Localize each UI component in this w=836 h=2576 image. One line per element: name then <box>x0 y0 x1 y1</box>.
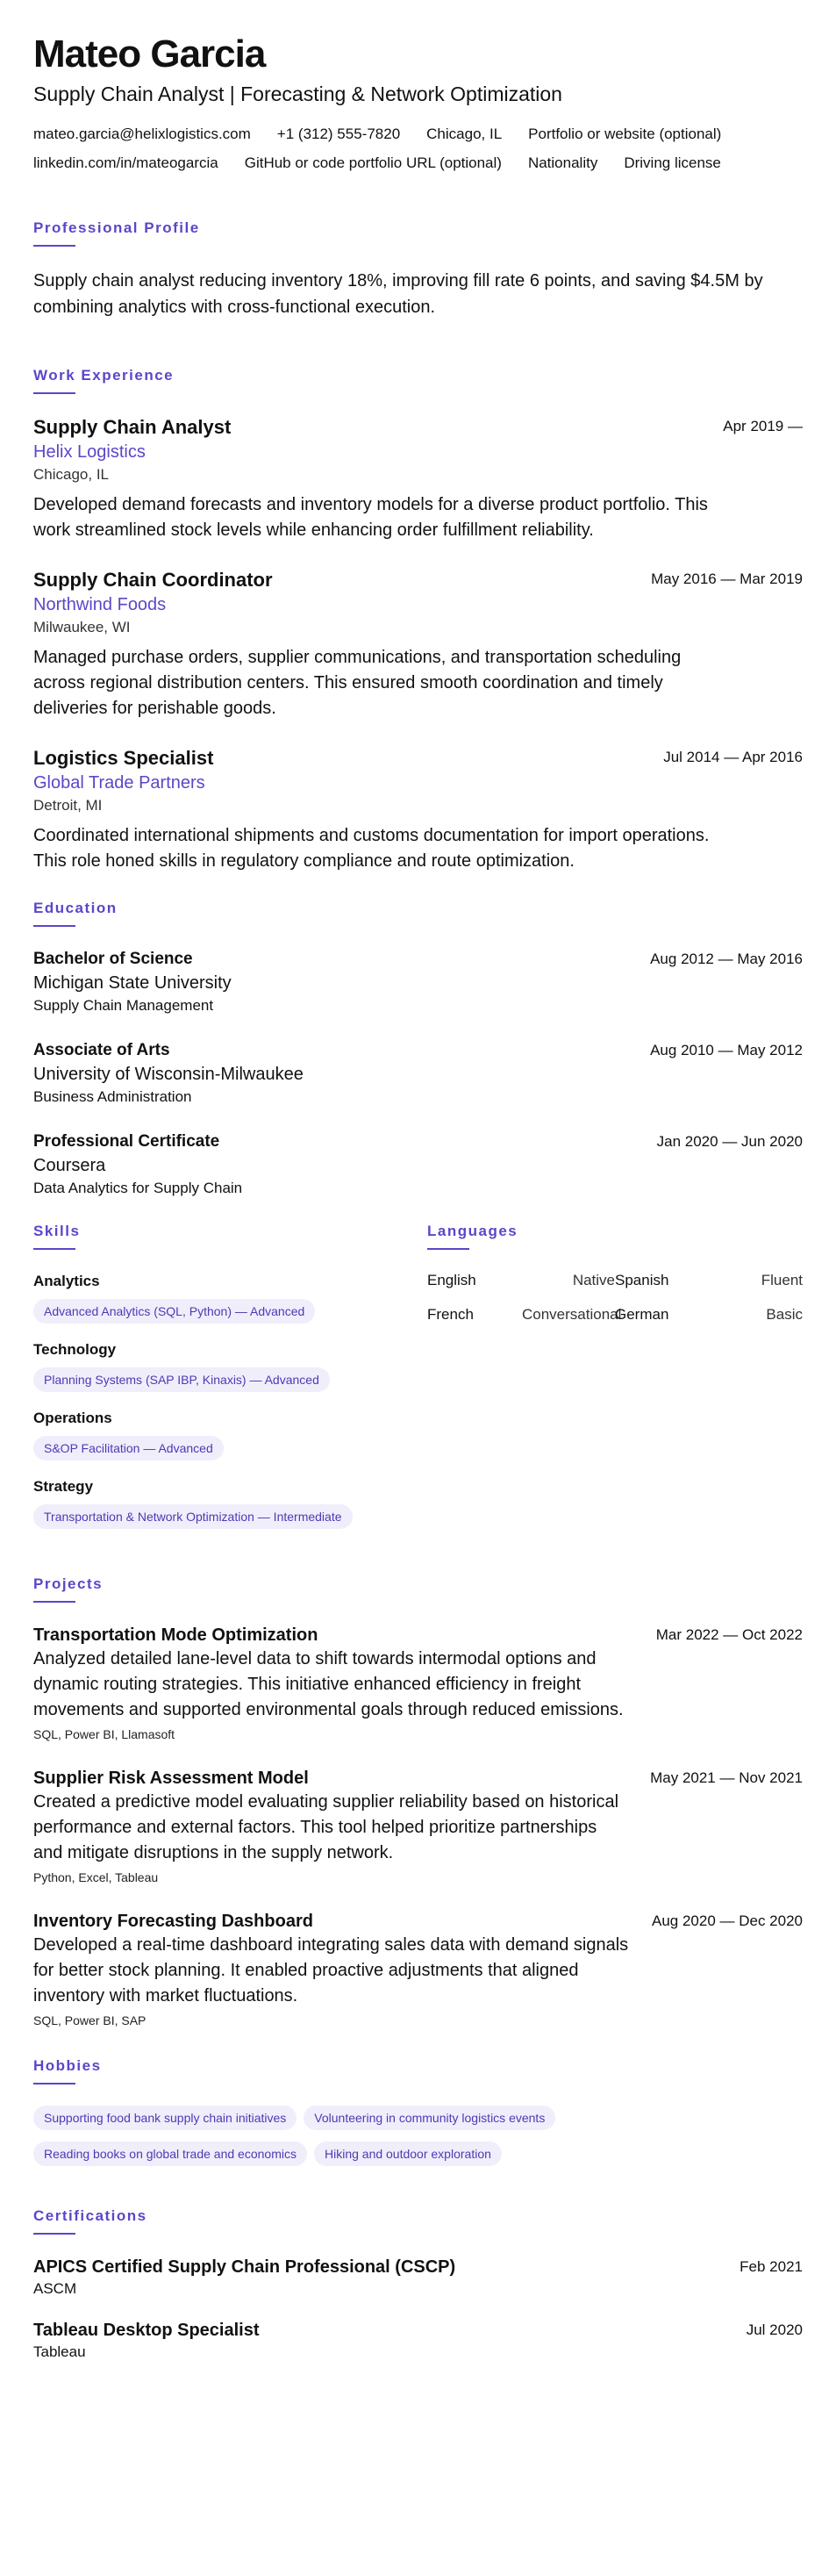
contact-list <box>33 125 803 173</box>
contact-nationality: Nationality <box>527 154 598 171</box>
hobbies-section <box>33 2056 803 2166</box>
education-field: Data Analytics for Supply Chain <box>33 1180 243 1196</box>
education-dates: Aug 2012 — May 2016 <box>650 951 803 967</box>
certifications-section <box>33 2206 803 2363</box>
job-dates: May 2016 — Mar 2019 <box>651 570 803 587</box>
section-divider <box>427 1248 469 1250</box>
education-entry <box>33 1130 803 1199</box>
education-degree: Associate of Arts <box>33 1041 170 1059</box>
project-description: Developed a real-time dashboard integrating sales data with demand signals for better stock planning. It enabled proactive adjustments that aligned inventory with market fluctuations. <box>33 1935 629 2006</box>
project-title: Supplier Risk Assessment Model <box>33 1769 309 1788</box>
certification-issuer: Tableau <box>33 2343 86 2360</box>
project-dates: Mar 2022 — Oct 2022 <box>655 1626 803 1643</box>
job-company: Global Trade Partners <box>33 773 205 793</box>
project-dates: May 2021 — Nov 2021 <box>650 1769 803 1786</box>
contact-email[interactable]: mateo.garcia@helixlogistics.com <box>33 126 251 142</box>
candidate-headline: Supply Chain Analyst | Forecasting & Network Optimization <box>33 83 562 105</box>
contact-driving-license: Driving license <box>624 154 721 171</box>
job-entry <box>33 568 803 721</box>
section-divider <box>33 392 75 394</box>
skill-category-label: Strategy <box>33 1478 94 1495</box>
skill-pill: Transportation & Network Optimization — Intermediate <box>33 1504 353 1529</box>
education-dates: Jan 2020 — Jun 2020 <box>656 1133 803 1150</box>
section-title: Certifications <box>33 2207 147 2224</box>
project-title: Inventory Forecasting Dashboard <box>33 1912 313 1931</box>
job-title: Logistics Specialist <box>33 747 214 769</box>
section-divider <box>33 245 75 247</box>
education-dates: Aug 2010 — May 2012 <box>650 1042 803 1058</box>
education-section <box>33 899 803 1199</box>
hobby-pill: Hiking and outdoor exploration <box>314 2142 502 2166</box>
job-location: Chicago, IL <box>33 466 109 483</box>
section-title: Skills <box>33 1223 81 1239</box>
skills-languages-row <box>33 1222 803 1545</box>
education-entry <box>33 948 803 1016</box>
contact-location: Chicago, IL <box>426 126 503 142</box>
profile-summary: Supply chain analyst reducing inventory 18%, improving fill rate 6 points, and saving $4.5M by combining analytics with cross-functional execution. <box>33 271 763 317</box>
language-level: Basic <box>766 1306 803 1323</box>
education-school: Michigan State University <box>33 973 232 993</box>
project-description: Created a predictive model evaluating supplier reliability based on historical performance and external factors. This tool helped prioritize partnerships and mitigate disruptions in the supply network. <box>33 1792 619 1862</box>
education-degree: Professional Certificate <box>33 1132 220 1151</box>
education-school: Coursera <box>33 1156 106 1175</box>
skill-category-label: Analytics <box>33 1273 100 1289</box>
certification-date: Jul 2020 <box>746 2321 803 2338</box>
language-name: Spanish <box>615 1272 669 1288</box>
section-title: Education <box>33 900 118 916</box>
section-title: Languages <box>427 1223 518 1239</box>
language-name: French <box>427 1306 474 1323</box>
job-company: Northwind Foods <box>33 595 167 614</box>
education-field: Business Administration <box>33 1088 192 1105</box>
skill-category <box>33 1408 427 1460</box>
certification-title: Tableau Desktop Specialist <box>33 2321 260 2340</box>
skill-category <box>33 1271 427 1324</box>
project-entry <box>33 1624 803 1744</box>
project-tools: SQL, Power BI, Llamasoft <box>33 1727 175 1741</box>
section-divider <box>33 925 75 927</box>
skill-pill: Planning Systems (SAP IBP, Kinaxis) — Advanced <box>33 1367 330 1392</box>
contact-phone: +1 (312) 555-7820 <box>276 126 401 142</box>
experience-section <box>33 366 803 874</box>
certification-entry <box>33 2256 803 2300</box>
job-title: Supply Chain Coordinator <box>33 569 273 591</box>
job-location: Detroit, MI <box>33 797 103 814</box>
project-tools: SQL, Power BI, SAP <box>33 2013 146 2027</box>
project-entry <box>33 1910 803 2030</box>
section-divider <box>33 1601 75 1603</box>
hobby-pill: Volunteering in community logistics events <box>304 2106 555 2130</box>
language-name: German <box>615 1306 669 1323</box>
languages-section <box>427 1222 803 1545</box>
job-title: Supply Chain Analyst <box>33 416 232 438</box>
projects-section <box>33 1575 803 2030</box>
project-description: Analyzed detailed lane-level data to shift towards intermodal options and dynamic routing strategies. This initiative enhanced efficiency in freight movements and supported environmental goals through reduced emissions. <box>33 1649 624 1719</box>
section-divider <box>33 1248 75 1250</box>
project-entry <box>33 1767 803 1887</box>
language-level: Native <box>572 1272 615 1288</box>
project-tools: Python, Excel, Tableau <box>33 1870 159 1884</box>
skills-section <box>33 1222 427 1545</box>
certification-title: APICS Certified Supply Chain Professional (CSCP) <box>33 2257 456 2277</box>
section-divider <box>33 2233 75 2235</box>
job-entry <box>33 415 803 543</box>
education-degree: Bachelor of Science <box>33 950 193 968</box>
job-description: Developed demand forecasts and inventory models for a diverse product portfolio. This work streamlined stock levels while enhancing order fulfillment reliability. <box>33 495 708 540</box>
project-title: Transportation Mode Optimization <box>33 1625 318 1645</box>
skill-pill: Advanced Analytics (SQL, Python) — Advanced <box>33 1299 315 1324</box>
resume-header <box>33 30 803 173</box>
section-title: Professional Profile <box>33 219 200 236</box>
language-level: Fluent <box>761 1272 803 1288</box>
hobby-list <box>33 2106 803 2166</box>
skill-category <box>33 1339 427 1392</box>
skill-category-label: Operations <box>33 1410 112 1426</box>
section-divider <box>33 2083 75 2084</box>
certification-issuer: ASCM <box>33 2280 77 2297</box>
skill-pill: S&OP Facilitation — Advanced <box>33 1436 224 1460</box>
section-title: Projects <box>33 1575 104 1592</box>
job-description: Coordinated international shipments and customs documentation for import operations. This role honed skills in regulatory compliance and route optimization. <box>33 826 710 871</box>
contact-linkedin[interactable]: linkedin.com/in/mateogarcia <box>33 154 218 171</box>
job-company: Helix Logistics <box>33 442 146 462</box>
language-list <box>427 1271 803 1324</box>
job-dates: Jul 2014 — Apr 2016 <box>663 749 803 765</box>
skill-category <box>33 1476 427 1529</box>
job-location: Milwaukee, WI <box>33 619 131 635</box>
section-title: Work Experience <box>33 367 175 384</box>
project-dates: Aug 2020 — Dec 2020 <box>651 1912 803 1929</box>
contact-github[interactable]: GitHub or code portfolio URL (optional) <box>244 154 502 171</box>
language-name: English <box>427 1272 476 1288</box>
candidate-name: Mateo Garcia <box>33 32 266 75</box>
profile-section <box>33 219 803 320</box>
job-entry <box>33 746 803 874</box>
education-entry <box>33 1039 803 1108</box>
education-school: University of Wisconsin-Milwaukee <box>33 1065 304 1084</box>
language-level: Conversational <box>522 1306 622 1323</box>
certification-entry <box>33 2319 803 2363</box>
section-title: Hobbies <box>33 2057 102 2074</box>
certification-date: Feb 2021 <box>740 2258 803 2275</box>
job-dates: Apr 2019 — <box>723 418 803 434</box>
hobby-pill: Reading books on global trade and economics <box>33 2142 307 2166</box>
job-description: Managed purchase orders, supplier communications, and transportation scheduling across regional distribution centers. This ensured smooth coordination and timely deliveries for perishable goods. <box>33 648 682 718</box>
hobby-pill: Supporting food bank supply chain initiatives <box>33 2106 297 2130</box>
contact-portfolio[interactable]: Portfolio or website (optional) <box>528 126 722 142</box>
skill-category-label: Technology <box>33 1341 117 1358</box>
education-field: Supply Chain Management <box>33 997 214 1014</box>
